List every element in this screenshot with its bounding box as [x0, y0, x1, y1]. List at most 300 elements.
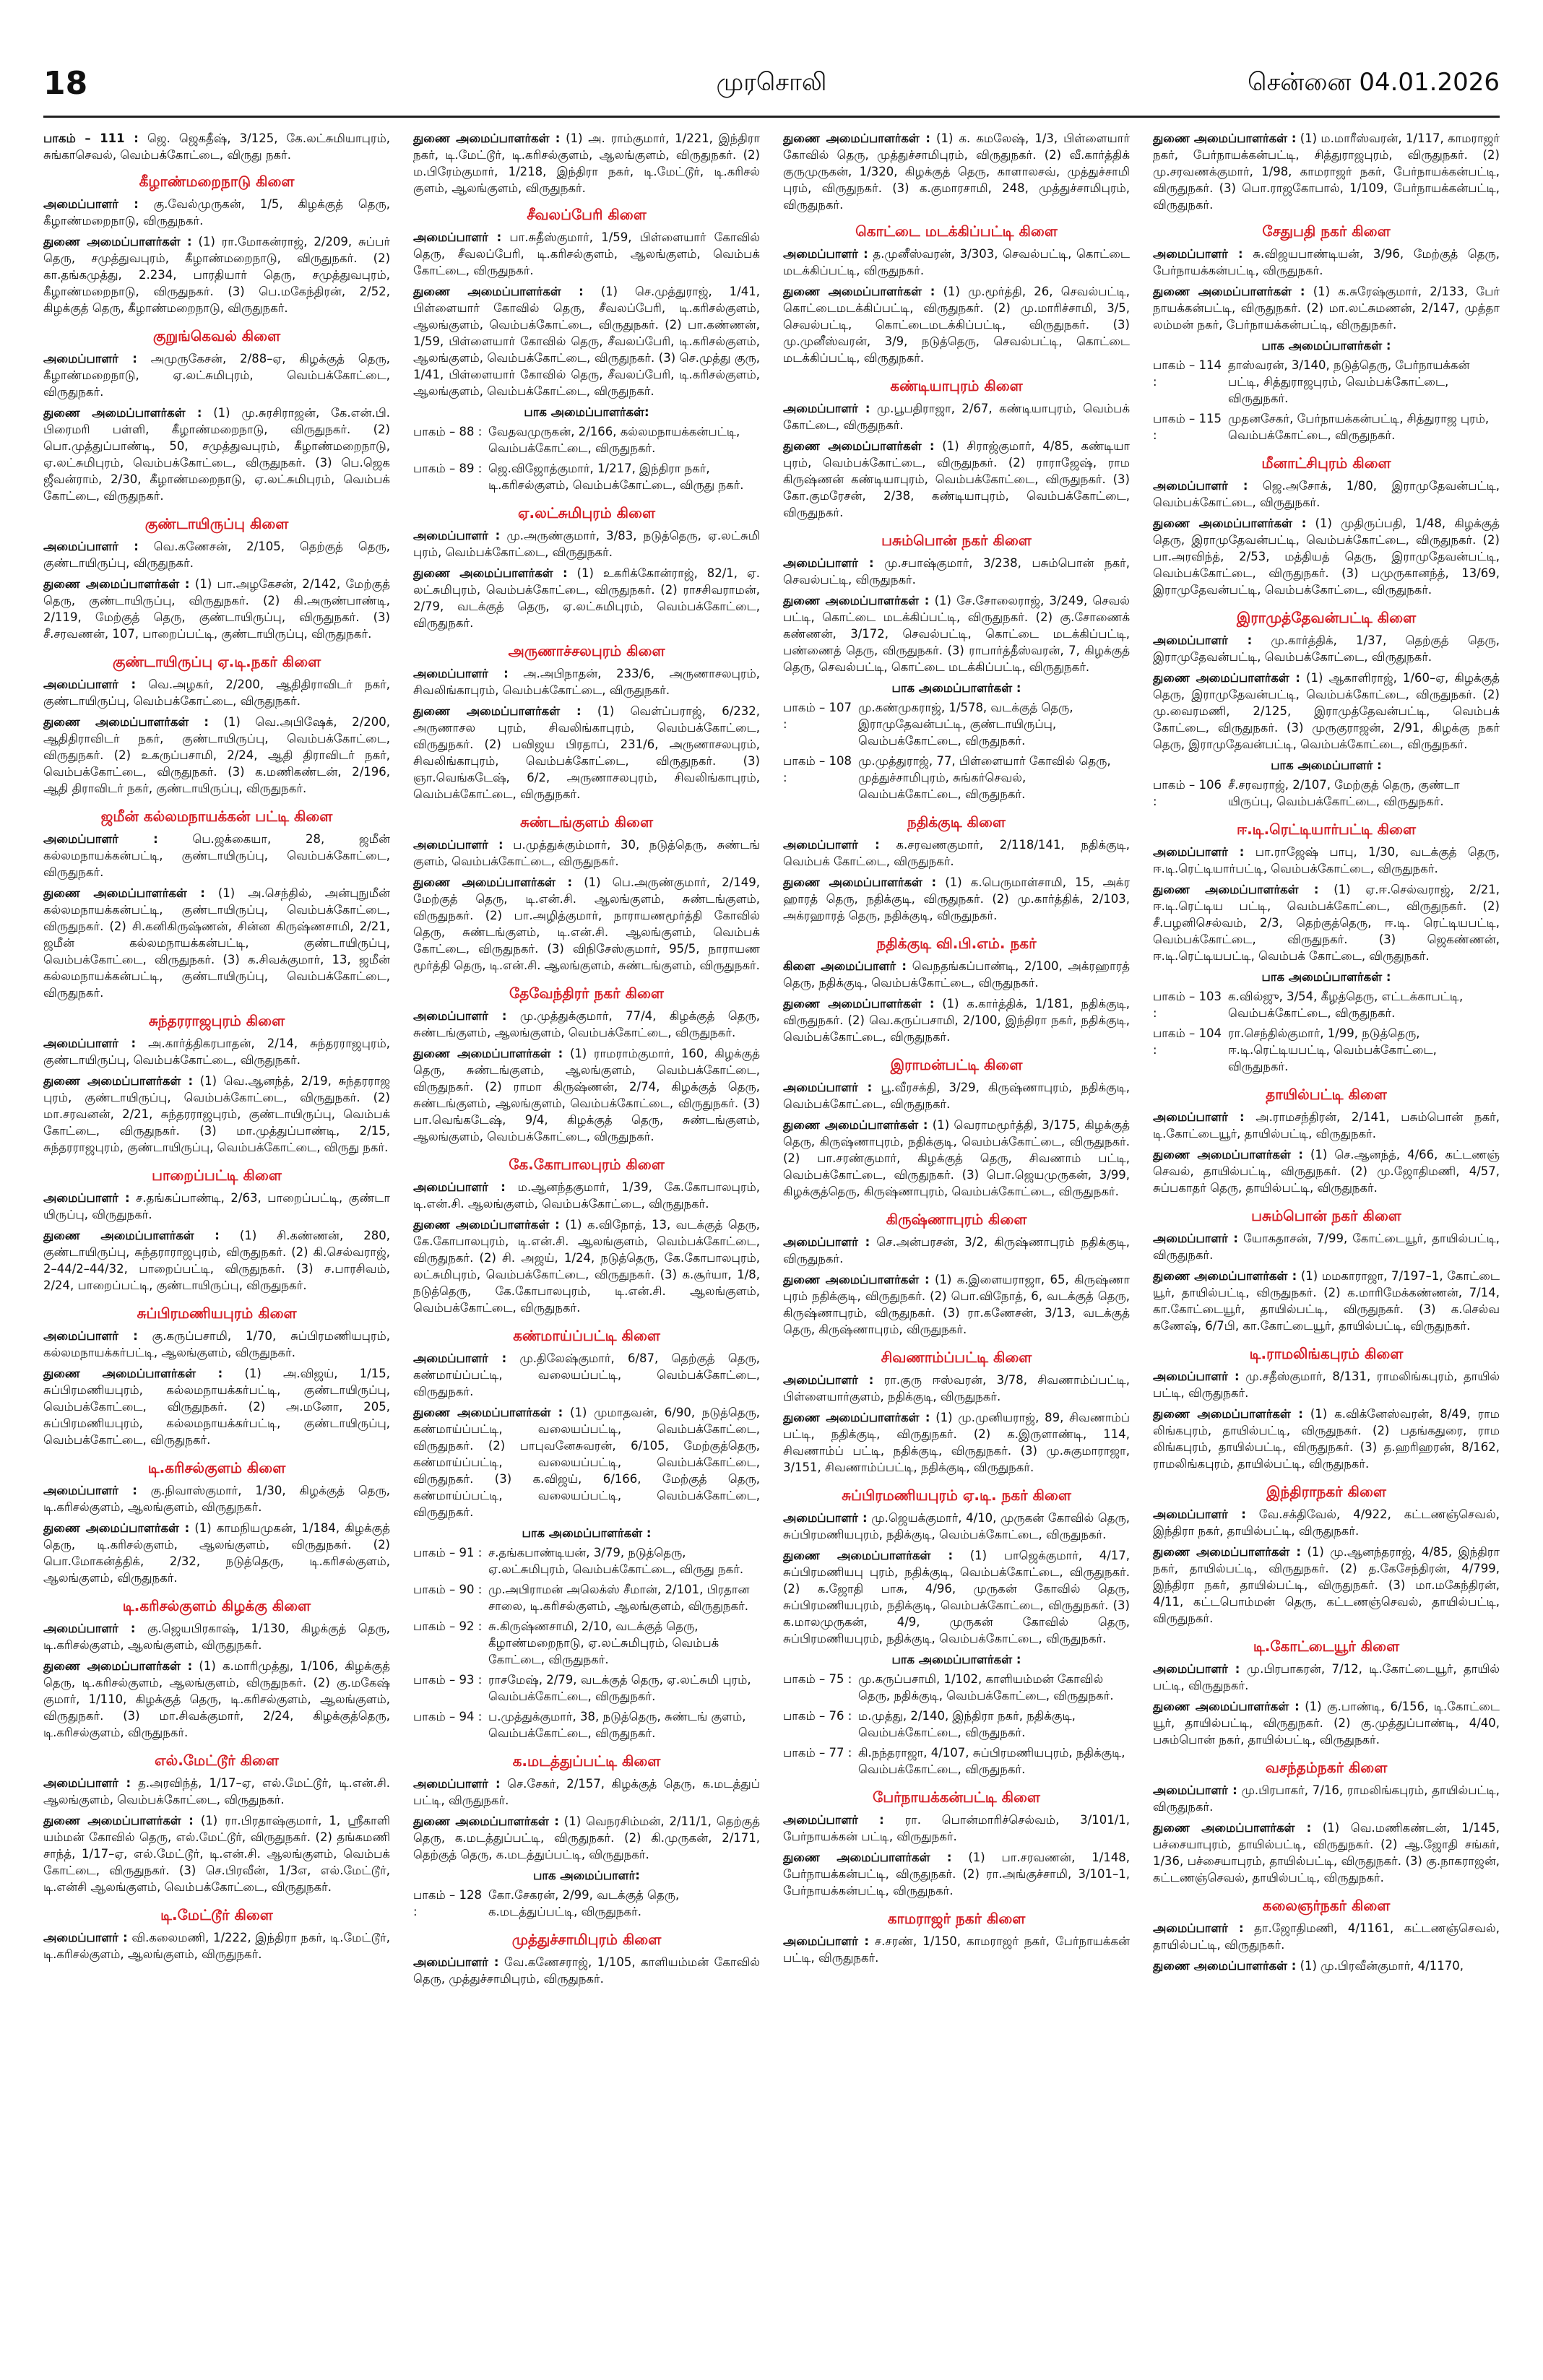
role-text: (1) க.பெருமாள்சாமி, 15, அக்ர ஹாரத் தெரு, நதிக்குடி, விருதுநகர். (2) மு.கார்த்திக், 2/103, அக்ரஹாரத் தெரு, நதிக்குடி, விருதுநகர்.	[783, 875, 1130, 922]
ward-label: பாகம் – 103 :	[1153, 990, 1222, 1020]
role-label: துணை அமைப்பாளர்கள் :	[413, 1814, 559, 1828]
role-text: (1) பாஜெக்குமார், 4/17, சுப்பிரமணியபு புரம், நதிக்குடி, வெம்பக்கோட்டை, விருதுநகர். (2) க.ஜோதி பாசு, 4/96, முருகன் கோவில் தெரு, சுப்பிரமணியபுரம், நதிக்குடி, வெம்பக்கோட்டை, விருதுநகர். (3) க.மாலமுருகன், 4/9, முருகன் கோவில் தெரு, சுப்பிரமணியபுரம், நதிக்குடி, வெம்பக்கோட்டை, விருதுநகர்.	[783, 1549, 1130, 1645]
ward-entry	[783, 1744, 1130, 1778]
branch-title: க.மடத்துப்பட்டி கிளை	[512, 1752, 661, 1770]
role-entry	[1153, 1661, 1500, 1694]
branch-title: கலைஞர்நகர் கிளை	[1262, 1897, 1391, 1914]
branch-title: இந்திராநகர் கிளை	[1266, 1483, 1386, 1500]
ward-entry	[1153, 776, 1500, 810]
role-text: யோகதாசன், 7/99, கோட்டையூர், தாயில்பட்டி, விருதுநகர்.	[1153, 1232, 1500, 1262]
branch-title: இராமன்பட்டி கிளை	[890, 1056, 1023, 1073]
branch-section	[1153, 1346, 1500, 1472]
role-entry	[783, 555, 1130, 588]
role-entry	[783, 592, 1130, 675]
branch-title: கிருஷ்ணாபுரம் கிளை	[886, 1211, 1027, 1228]
role-label: துணை அமைப்பாளர்கள் :	[1153, 1700, 1300, 1713]
column-2	[413, 130, 760, 2340]
role-entry	[413, 527, 760, 561]
branch-section	[413, 1753, 760, 1920]
role-text: வெ.அழகர், 2/200, ஆதிதிராவிடர் நகர், குண்டாயிருப்பு, வெம்பக்கோட்டை, விருதுநகர்.	[43, 678, 390, 708]
ward-text: மு.அபிராமன் அலெக்ஸ் சீமான், 2/101, பிரதான சாலை, டி.கரிசல்குளம், ஆலங்குளம், விருதுநகர்.	[488, 1583, 750, 1613]
role-label: அமைப்பாளர் :	[43, 352, 137, 365]
role-entry	[1153, 477, 1500, 511]
role-text: கு.நிவாஸ்குமார், 1/30, கிழக்குத் தெரு, டி.கரிசல்குளம், ஆலங்குளம், விருதுநகர்.	[43, 1484, 390, 1514]
branch-section	[413, 643, 760, 802]
role-entry	[783, 995, 1130, 1045]
ward-entry	[1153, 410, 1500, 443]
branch-title: கண்மாய்ப்பட்டி கிளை	[513, 1327, 660, 1344]
role-label: துணை அமைப்பாளர்கள் :	[1153, 1959, 1297, 1973]
branch-title: சீவலப்பேரி கிளை	[527, 206, 647, 223]
role-text: (1) மு.மூர்த்தி, 26, செவல்பட்டி, கொட்டைமடக்கிப்பட்டி, விருதுநகர். (2) மு.மாரிச்சாமி, 3/5, செவல்பட்டி, கொட்டைமடக்கிப்பட்டி, விருதுநகர். (3) மு.முனீஸ்வரன், 3/9, நடுத்தெரு, செவல்பட்டி, கொட்டை மடக்கிப்பட்டி, விருதுநகர்.	[783, 285, 1130, 365]
role-label: துணை அமைப்பாளர்கள் :	[783, 1851, 952, 1864]
role-entry	[43, 885, 390, 1001]
role-label: அமைப்பாளர் :	[783, 1235, 870, 1249]
role-entry	[783, 1510, 1130, 1543]
role-entry	[783, 1547, 1130, 1647]
role-label: அமைப்பாளர் :	[1153, 845, 1245, 859]
ward-organisers-title: பாக அமைப்பாளர் :	[1271, 758, 1382, 772]
branch-title: சிவணாம்ப்பட்டி கிளை	[881, 1349, 1032, 1366]
ward-entry	[413, 1544, 760, 1578]
role-text: (1) க.விநோத், 13, வடக்குத் தெரு, கே.கோபாலபுரம், டி.என்.சி. ஆலங்குளம், வெம்பக்கோட்டை, விருதுநகர். (2) சி. அஜய், 1/24, நடுத்தெரு, கே.கோபாலபுரம், லட்சுமிபுரம், வெம்பக்கோட்டை, விருதுநகர். (3) க.சூர்யா, 1/8, நடுத்தெரு, கே.கோபாலபுரம், டி.என்.சி. ஆலங்குளம், வெம்பக்கோட்டை, விருதுநகர்.	[413, 1218, 760, 1315]
role-label: துணை அமைப்பாளர்கள் :	[413, 1218, 560, 1232]
ward-label: பாகம் – 115 :	[1153, 412, 1222, 442]
branch-section	[783, 1211, 1130, 1338]
role-label: அமைப்பாளர் :	[43, 832, 158, 846]
role-entry	[1153, 1819, 1500, 1886]
role-text: தா.ஜோதிமணி, 4/1161, கட்டணஞ்செவல், தாயில்பட்டி, விருதுநகர்.	[1153, 1921, 1500, 1952]
role-text: வி.கலைமணி, 1/222, இந்திரா நகர், டி.மேட்டூர், டி.கரிசல்குளம், ஆலங்குளம், விருதுநகர்.	[43, 1931, 390, 1961]
role-label: துணை அமைப்பாளர்கள் :	[1153, 1821, 1312, 1835]
role-entry	[413, 1008, 760, 1041]
ward-text: கோ.சேகரன், 2/99, வடக்குத் தெரு, க.மடத்துப்பட்டி, விருதுநகர்.	[488, 1888, 680, 1918]
role-label: துணை அமைப்பாளர்கள் :	[1153, 285, 1305, 298]
role-entry	[1153, 283, 1500, 333]
role-text: (1) அ.செந்தில், அன்புநுமீன் கல்லமநாயக்கன்பட்டி, குண்டாயிருப்பு, வெம்பக்கோட்டை, விருதுநகர். (2) சி.கனிகிருஷ்ணன், சின்ன கிருஷ்ணசாமி, 2/21, ஜமீன் கல்லமநாயக்கன்பட்டி, குண்டாயிருப்பு, வெம்பக்கோட்டை, விருதுநகர். (3) க.சிவக்குமார், 13, ஜமீன் கல்லமநாயக்கன்பட்டி, குண்டாயிருப்பு, வெம்பக்கோட்டை, விருதுநகர்.	[43, 886, 390, 1000]
role-label: அமைப்பாளர் :	[413, 838, 503, 852]
role-label: அமைப்பாளர் :	[43, 197, 139, 211]
ward-text: வேதவமுருகன், 2/166, கல்லமநாயக்கன்பட்டி, வெம்பக்கோட்டை, விருதுநகர்.	[488, 425, 740, 455]
branch-section	[783, 935, 1130, 1045]
role-text: ப.முத்துக்கும்மார், 30, நடுத்தெரு, சுண்டங் குளம், வெம்பக்கோட்டை, விருதுநகர்.	[413, 838, 760, 868]
role-label: அமைப்பாளர் :	[783, 1511, 868, 1525]
branch-section	[413, 207, 760, 493]
branch-title: பசும்பொன் நகர் கிளை	[1251, 1207, 1401, 1224]
branch-title: நதிக்குடி கிளை	[907, 813, 1006, 831]
role-label: துணை அமைப்பாளர்கள் :	[783, 875, 937, 889]
role-label: துணை அமைப்பாளர்கள் :	[43, 1659, 193, 1673]
role-entry	[43, 1073, 390, 1156]
role-text: (1) க.விக்னேஸ்வரன், 8/49, ராம லிங்கபுரம், தாயில்பட்டி, விருதுநகர். (2) பதங்கதுரை, ராம லிங்கபுரம், தாயில்பட்டி, விருதுநகர். (3) த.ஹரிஹரன், 8/162, ராமலிங்கபுரம், தாயில்பட்டி, விருதுநகர்.	[1153, 1407, 1500, 1471]
role-text: மு.கார்த்திக், 1/37, தெற்குத் தெரு, இராமுதேவன்பட்டி, வெம்பக்கோட்டை, விருதுநகர்.	[1153, 633, 1500, 664]
role-text: வே.கணேசராஜ், 1/105, காளியம்மன் கோவில் தெரு, முத்துச்சாமிபுரம், விருதுநகர்.	[413, 1955, 760, 1986]
role-entry	[783, 1372, 1130, 1405]
role-label: அமைப்பாளர் :	[413, 1955, 499, 1969]
branch-section	[1153, 1208, 1500, 1334]
branch-title: ஈ.டி.ரெட்டியார்பட்டி கிளை	[1236, 821, 1417, 838]
branch-title: ஏ.லட்சுமிபுரம் கிளை	[517, 504, 656, 522]
role-entry	[783, 1812, 1130, 1845]
role-text: மு.சதீஸ்குமார், 8/131, ராமலிங்கபுரம், தாயில் பட்டி, விருதுநகர்.	[1153, 1369, 1500, 1400]
role-entry	[413, 565, 760, 631]
role-label: துணை அமைப்பாளர்கள் :	[1153, 1545, 1301, 1559]
role-text: (1) வெ.ஆனந்த், 2/19, சுந்தரராஜ புரம், குண்டாயிருப்பு, வெம்பக்கோட்டை, விருதுநகர். (2) மா.சரவனன், 2/21, சுந்தரராஜபுரம், குண்டாயிருப்பு, வெம்பக் கோட்டை, விருதுநகர். (3) மா.முத்துப்பாண்டி, 2/15, சுந்தரராஜபுரம், குண்டாயிருப்பு, வெம்பக்கோட்டை, விருது நகர்.	[43, 1074, 390, 1154]
role-label: அமைப்பாளர் :	[1153, 1110, 1245, 1124]
role-text: (1) செ.ஆனந்த், 4/66, கட்டணஞ் செவல், தாயில்பட்டி, விருதுநகர். (2) மு.ஜோதிமணி, 4/57, சுப்பகாதர் தெரு, தாயில்பட்டி, விருதுநகர்.	[1153, 1148, 1500, 1195]
role-label: அமைப்பாளர் :	[413, 1009, 507, 1023]
role-label: அமைப்பாளர் :	[783, 1934, 869, 1948]
branch-title: வசந்தம்நகர் கிளை	[1265, 1759, 1388, 1776]
role-text: (1) சிராஜ்குமார், 4/85, கண்டியா புரம், வெம்பக்கோட்டை, விருதுநகர். (2) ராராஜேஷ், ராம கிருஷ்ணன் கண்டியாபுரம், வெம்பக்கோட்டை, விருதுநகர். (3) கோ.குமரேசன், 2/38, கண்டியாபுரம், வெம்பக்கோட்டை, விருதுநகர்.	[783, 439, 1130, 519]
role-text: ரா. பொன்மாரிச்செல்வம், 3/101/1, பேர்நாயக்கன் பட்டி, விருதுநகர்.	[783, 1813, 1130, 1843]
role-label: அமைப்பாளர் :	[43, 1931, 128, 1944]
branch-section	[43, 1460, 390, 1586]
role-label: அமைப்பாளர் :	[413, 1180, 506, 1194]
role-entry	[1153, 1698, 1500, 1748]
role-text: (1) க.கார்த்திக், 1/181, நதிக்குடி, விருதுநகர். (2) வெ.கருப்பசாமி, 2/100, இந்திரா நகர், நதிக்குடி, வெம்பக்கோட்டை, விருதுநகர்.	[783, 997, 1130, 1044]
role-text: செ.அன்பரசன், 3/2, கிருஷ்ணாபுரம் நதிக்குடி, விருதுநகர்.	[783, 1235, 1130, 1265]
role-text: (1) க.சுரேஷ்குமார், 2/133, பேர் நாயக்கன்பட்டி, விருதுநகர். (2) மா.லட்சுமணன், 2/147, முத்தா லம்மன் நகர், பேர்நாயக்கன்பட்டி, விருதுநகர்.	[1153, 285, 1500, 332]
branch-section	[43, 1167, 390, 1294]
ward-text: க.வில்ஜு, 3/54, கீழத்தெரு, எட்டக்காபட்டி, வெம்பக்கோட்டை, விருதுநகர்.	[1228, 990, 1464, 1020]
branch-title: பாறைப்பட்டி கிளை	[152, 1167, 282, 1184]
ward-label: பாகம் – 75 :	[783, 1672, 852, 1686]
role-label: அமைப்பாளர் :	[43, 1776, 131, 1790]
role-text: (1) க. கமலேஷ், 1/3, பிள்ளையார் கோவில் தெரு, முத்துச்சாமிபுரம், விருதுநகர். (2) வீ.கார்த்திக் குருமுருகன், 1/320, கிழக்குத் தெரு, காளாலசவ், முத்துச்சாமி புரம், விருதுநகர். (3) க.குமாரசாமி, 248, முத்துச்சாமிபுரம், விருதுநகர்.	[783, 131, 1130, 212]
role-text: (1) கு.பாண்டி, 6/156, டி.கோட்டை யூர், தாயில்பட்டி, விருதுநகர். (2) கு.முத்துப்பாண்டி, 4/40, பசும்பொன் நகர், தாயில்பட்டி, விருதுநகர்.	[1153, 1700, 1500, 1747]
ward-entry	[413, 1581, 760, 1614]
role-label: துணை அமைப்பாளர்கள் :	[43, 886, 205, 900]
role-text: (1) க.மாரிமுத்து, 1/106, கிழக்குத் தெரு, டி.கரிசல்குளம், ஆலங்குளம், விருதுநகர். (2) கு.மகேஷ் குமார், 1/110, கிழக்குத் தெரு, டி.கரிசல்குளம், ஆலங்குளம், விருதுநகர். (3) மா.சிவக்குமார், 2/24, கிழக்குத்தெரு, டி.கரிசல்குளம், விருதுநகர்.	[43, 1659, 390, 1739]
branch-section	[413, 1328, 760, 1741]
ward-text: முதனசேகர், பேர்நாயக்கன்பட்டி, சித்துராஜ புரம், வெம்பக்கோட்டை, விருதுநகர்.	[1228, 412, 1490, 442]
role-text: (1) வெ.மணிகண்டன், 1/145, பச்சையாபுரம், தாயில்பட்டி, விருதுநகர். (2) ஆ.ஜோதி சங்கர், 1/36, பச்சையாபுரம், தாயில்பட்டி, விருதுநகர். (3) கு.நாகராஜன், கட்டணஞ்செவல், தாயில்பட்டி, விருதுநகர்.	[1153, 1821, 1500, 1884]
role-text: அமுருகேசன், 2/88–ஏ, கிழக்குத் தெரு, கீழாண்மறைநாடு, ஏ.லட்சுமிபுரம், வெம்பக்கோட்டை, விருதுநகர்.	[43, 352, 390, 399]
ward-label: பாகம் – 92 :	[413, 1619, 483, 1633]
role-label: துணை அமைப்பாளர்கள் :	[1153, 883, 1319, 896]
role-entry	[43, 1812, 390, 1895]
role-entry	[1153, 1920, 1500, 1953]
role-label: துணை அமைப்பாளர்கள் :	[43, 1521, 190, 1535]
role-entry	[1153, 515, 1500, 598]
role-label: துணை அமைப்பாளர்கள் :	[43, 1814, 194, 1827]
edition-date: சென்னை 04.01.2026	[1248, 68, 1500, 97]
header-rule	[43, 116, 1500, 118]
role-text: (1) ஏ.ஈ.செல்வராஜ், 2/21, ஈ.டி.ரெட்டிய பட்டி, வெம்பக்கோட்டை, விருதுநகர். (2) சீ.பழனிசெல்வம், 2/3, தெற்குத்தெரு, ஈ.டி. ரெட்டியபட்டி, வெம்பக்கோட்டை, விருதுநகர். (3) ஜெகண்ணன், ஈ.டி.ரெட்டியபட்டி, வெம்பக் கோட்டை, விருதுநகர்.	[1153, 883, 1500, 963]
role-entry	[1153, 881, 1500, 964]
role-text: (1) மு.முனியராஜ், 89, சிவணாம்ப் பட்டி, நதிக்குடி, விருதுநகர். (2) க.இருளாண்டி, 114, சிவணாம்ப் பட்டி, நதிக்குடி, விருதுநகர். (3) மு.சுகுமாராஜா, 3/151, சிவணாம்ப்பட்டி, நதிக்குடி, விருதுநகர்.	[783, 1411, 1130, 1474]
role-text: மு.அருண்குமார், 3/83, நடுத்தெரு, ஏ.லட்சுமி புரம், வெம்பக்கோட்டை, விருதுநகர்.	[413, 529, 760, 559]
ward-entry	[1153, 357, 1500, 407]
role-entry	[413, 1954, 760, 1987]
role-entry	[1153, 1146, 1500, 1196]
role-label: அமைப்பாளர் :	[1153, 1783, 1237, 1797]
role-text: பூ.வீரசக்தி, 3/29, கிருஷ்ணாபுரம், நதிக்குடி, வெம்பக்கோட்டை, விருதுநகர்.	[783, 1081, 1130, 1111]
branch-section	[43, 173, 390, 316]
role-entry	[43, 233, 390, 316]
article-columns	[43, 130, 1500, 2340]
role-entry	[43, 538, 390, 571]
branch-section	[1153, 455, 1500, 598]
role-entry	[783, 1933, 1130, 1966]
branch-section	[1153, 610, 1500, 810]
ward-organisers-title: பாக அமைப்பாளர்கள் :	[891, 681, 1021, 695]
role-entry	[413, 703, 760, 802]
role-text: மு.பிரபாகர், 7/16, ராமலிங்கபுரம், தாயில்பட்டி, விருதுநகர்.	[1153, 1783, 1500, 1814]
branch-title: இராமுத்தேவன்பட்டி கிளை	[1236, 609, 1417, 626]
role-entry	[783, 400, 1130, 433]
branch-section	[43, 1305, 390, 1448]
role-text: ச.சரண், 1/150, காமராஜர் நகர், பேர்நாயக்கன் பட்டி, விருதுநகர்.	[783, 1934, 1130, 1965]
branch-section	[1153, 1638, 1500, 1748]
ward-label: பாகம் – 107 :	[783, 701, 852, 731]
ward-organisers-title: பாக அமைப்பாளர்கள்:	[524, 405, 649, 419]
role-label: துணை அமைப்பாளர்கள் :	[783, 131, 930, 145]
role-text: (1) மமகாராஜா, 7/197–1, கோட்டை யூர், தாயில்பட்டி, விருதுநகர். (2) க.மாரிமேக்கண்ணன், 7/14, கா.கோட்டையூர், தாயில்பட்டி, விருதுநகர். (3) க.செல்வ கணேஷ், 6/7பி, கா.கோட்டையூர், தாயில்பட்டி, விருதுநகர்.	[1153, 1269, 1500, 1333]
role-text: (1) பா.சரவணன், 1/148, பேர்நாயக்கன்பட்டி, விருதுநகர். (2) ரா.அங்குச்சாமி, 3/101–1, பேர்நாயக்கன்பட்டி, விருதுநகர்.	[783, 1851, 1130, 1897]
ward-organisers-title: பாக அமைப்பாளர்கள் :	[1261, 339, 1391, 352]
role-label: அமைப்பாளர் :	[413, 529, 501, 542]
role-label: அமைப்பாளர் :	[783, 556, 874, 570]
role-entry	[413, 665, 760, 698]
role-entry	[1153, 1544, 1500, 1627]
branch-section	[1153, 1086, 1500, 1196]
role-text: மு.பூபதிராஜா, 2/67, கண்டியாபுரம், வெம்பக் கோட்டை, விருதுநகர்.	[783, 402, 1130, 432]
role-entry	[413, 229, 760, 279]
role-label: அமைப்பாளர் :	[1153, 1921, 1244, 1935]
role-label: அமைப்பாளர் :	[1153, 1232, 1239, 1245]
role-label: துணை அமைப்பாளர்கள் :	[1153, 516, 1307, 530]
branch-section	[783, 532, 1130, 802]
role-label: துணை அமைப்பாளர்கள் :	[783, 1411, 930, 1424]
role-text: செ.சேகர், 2/157, கிழக்குத் தெரு, க.மடத்துப் பட்டி, விருதுநகர்.	[413, 1777, 760, 1807]
role-entry	[43, 1520, 390, 1586]
ward-text: ரா.செந்தில்குமார், 1/99, நடுத்தெரு, ஈ.டி.ரெட்டியபட்டி, வெம்பக்கோட்டை, விருதுநகர்.	[1228, 1026, 1437, 1073]
role-label: துணை அமைப்பாளர்கள் :	[413, 566, 568, 580]
role-entry	[43, 714, 390, 797]
role-label: துணை அமைப்பாளர்கள் :	[413, 1047, 563, 1060]
branch-section	[413, 1931, 760, 1987]
role-label: துணை அமைப்பாளர்கள் :	[1153, 1407, 1303, 1421]
role-entry	[413, 1775, 760, 1809]
ward-organisers-title: பாக அமைப்பாளர்கள் :	[1261, 970, 1391, 984]
role-text: அ.ராமசந்திரன், 2/141, பசும்பொன் நகர், டி.கோட்டையூர், தாயில்பட்டி, விருதுநகர்.	[1153, 1110, 1500, 1141]
branch-title: பேர்நாயக்கன்பட்டி கிளை	[873, 1788, 1040, 1806]
role-entry	[43, 1365, 390, 1448]
role-text: (1) சி.கண்ணன், 280, குண்டாயிருப்பு, சுந்தராராஜபுரம், விருதுநகர். (2) கி.செல்வராஜ், 2–44/2–44/32, பாறைப்பட்டி, விருதுநகர். (3) ச.பாரசிவம், 2/24, பாறைப்பட்டி, குண்டாயிருப்பு, விருதுநகர்.	[43, 1229, 390, 1292]
role-entry	[783, 836, 1130, 870]
ward-entry	[783, 1671, 1130, 1704]
role-label: துணை அமைப்பாளர்கள் :	[43, 1367, 223, 1380]
ward-entry	[413, 460, 760, 493]
branch-title: கே.கோபாலபுரம் கிளை	[509, 1156, 665, 1173]
role-label: அமைப்பாளர் :	[783, 1813, 884, 1827]
role-text: (1) வெ.அபிஷேக், 2/200, ஆதிதிராவிடர் நகர், குண்டாயிருப்பு, வெம்பக்கோட்டை, விருதுநகர். (2) உகருப்பசாமி, 2/24, ஆதி திராவிடர் நகர், வெம்பக்கோட்டை, விருதுநகர். (3) க.மணிகண்டன், 2/196, ஆதி திராவிடர் நகர், குண்டாயிருப்பு, விருதுநகர்.	[43, 715, 390, 795]
role-entry	[1153, 1268, 1500, 1334]
role-entry	[43, 1775, 390, 1808]
role-label: துணை அமைப்பாளர்கள் :	[1153, 1269, 1297, 1283]
ward-text: மு.கண்முகராஜ், 1/578, வடக்குத் தெரு, இராமுதேவன்பட்டி, குண்டாயிருப்பு, வெம்பக்கோட்டை, விருதுநகர்.	[858, 701, 1073, 748]
continued-entry	[783, 130, 1130, 213]
branch-section	[783, 1057, 1130, 1200]
column-1	[43, 130, 390, 2340]
role-label: அமைப்பாளர் :	[1153, 247, 1243, 261]
role-label: அமைப்பாளர் :	[413, 230, 502, 244]
branch-title: எல்.மேட்டூர் கிளை	[155, 1752, 279, 1769]
role-text: (1) உகரிக்கோன்ராஜ், 82/1, ஏ. லட்சுமிபுரம், வெம்பக்கோட்டை, விருதுநகர். (2) ராசசிவராமன், 2/79, வடக்குத் தெரு, ஏ.லட்சுமிபுரம், வெம்பக்கோட்டை, விருதுநகர்.	[413, 566, 760, 630]
role-text: ரா.குரு ஈஸ்வரன், 3/78, சிவணாம்ப்பட்டி, பிள்ளையார்குளம், நதிக்குடி, விருதுநகர்.	[783, 1373, 1130, 1403]
role-text: (1) பா.அழகேசன், 2/142, மேற்குத் தெரு, குண்டாயிருப்பு, விருதுநகர். (2) கி.அருண்பாண்டி, 2/119, மேற்குத் தெரு, குண்டாயிருப்பு, விருதுநகர். (3) சீ.சரவணன், 107, பாறைப்பட்டி, குண்டாயிருப்பு, விருதுநகர்.	[43, 577, 390, 641]
ward-text: ஜெ.விஜோத்குமார், 1/217, இந்திரா நகர், டி.கரிசல்குளம், வெம்பக்கோட்டை, விருது நகர்.	[488, 462, 744, 492]
ward-organisers-title: பாக அமைப்பாளர்கள் :	[891, 1653, 1021, 1666]
role-text: பெ.ஜக்கையா, 28, ஜமீன் கல்லமநாயக்கன்பட்டி, குண்டாயிருப்பு, வெம்பக்கோட்டை, விருதுநகர்.	[43, 832, 390, 879]
role-entry	[43, 1190, 390, 1223]
role-text: மு.சபாஷ்குமார், 3/238, பசும்பொன் நகர், செவல்பட்டி, விருதுநகர்.	[783, 556, 1130, 587]
branch-title: கீழாண்மறைநாடு கிளை	[139, 173, 295, 190]
role-entry	[783, 1849, 1130, 1899]
branch-title: குண்டாயிருப்பு ஏ.டி.நகர் கிளை	[112, 653, 321, 670]
continued-entry	[413, 130, 760, 196]
branch-section	[413, 1156, 760, 1316]
ward-text: மு.முத்துராஜ், 77, பிள்ளையார் கோவில் தெரு, முத்துச்சாமிபுரம், சுங்கர்செவல், வெம்பக்கோட்டை, விருதுநகர்.	[858, 754, 1111, 801]
role-entry	[783, 1234, 1130, 1267]
role-label: அமைப்பாளர் :	[413, 667, 509, 680]
role-entry	[43, 1328, 390, 1361]
role-entry	[783, 1409, 1130, 1476]
role-entry	[413, 874, 760, 974]
branch-title: தாயில்பட்டி கிளை	[1266, 1086, 1387, 1103]
ward-organisers-title: பாக அமைப்பாளர்கள் :	[522, 1526, 652, 1540]
ward-text: சு.கிருஷ்ணசாமி, 2/10, வடக்குத் தெரு, கீழாண்மறைநாடு, ஏ.லட்சுமிபுரம், வெம்பக் கோட்டை, விருதுநகர்.	[488, 1619, 719, 1666]
branch-section	[413, 985, 760, 1145]
role-label: துணை அமைப்பாளர்கள் :	[1153, 131, 1297, 145]
branch-title: கண்டியாபுரம் கிளை	[890, 377, 1023, 394]
branch-section	[783, 1349, 1130, 1476]
branch-title: ஜமீன் கல்லமநாயக்கன் பட்டி கிளை	[100, 808, 333, 825]
role-text: (1) காமநியமுகன், 1/184, கிழக்குத் தெரு, டி.கரிசல்குளம், ஆலங்குளம், விருதுநகர். (2) பொ.மோகன்த்திக், 2/32, நடுத்தெரு, டி.கரிசல்குளம், ஆலங்குளம், விருதுநகர்.	[43, 1521, 390, 1585]
ward-text: ச.தங்கபாண்டியன், 3/79, நடுத்தெரு, ஏ.லட்சுமிபுரம், வெம்பக்கோட்டை, விருது நகர்.	[488, 1546, 744, 1576]
ward-label: பாகம் – 77 :	[783, 1746, 852, 1760]
role-label: அமைப்பாளர் :	[43, 678, 137, 691]
role-text: (1) க.இளையராஜா, 65, கிருஷ்ணா புரம் நதிக்குடி, விருதுநகர். (2) பொ.விநோத், 6, வடக்குத் தெரு, கிருஷ்ணாபுரம், விருதுநகர். (3) ரா.கணேசன், 3/13, வடக்குத் தெரு, கிருஷ்ணாபுரம், விருதுநகர்.	[783, 1273, 1130, 1336]
ward-text: ப.முத்துக்குமார், 38, நடுத்தெரு, சுண்டங் குளம், வெம்பக்கோட்டை, விருதுநகர்.	[488, 1710, 746, 1740]
role-text: (1) முதிருப்பதி, 1/48, கிழக்குத் தெரு, இராமுதேவன்பட்டி, வெம்பக்கோட்டை, விருதுநகர். (2) பா.அரவிந்த், 2/53, மத்தியத் தெரு, இராமுதேவன்பட்டி, வெம்பக்கோட்டை, விருதுநகர். (3) பமுருகானந்த், 13/69, இராமுதேவன்பட்டி, வெம்பக்கோட்டை, விருதுநகர்.	[1153, 516, 1500, 597]
role-entry	[783, 1079, 1130, 1112]
role-entry	[1153, 1782, 1500, 1815]
ward-label: பாகம் – 76 :	[783, 1709, 852, 1723]
branch-section	[783, 223, 1130, 366]
role-entry	[1153, 632, 1500, 665]
ward-text: சீ.சரவராஜ், 2/107, மேற்குத் தெரு, குண்டா யிருப்பு, வெம்பக்கோட்டை, விருதுநகர்.	[1228, 778, 1460, 808]
ward-label: பாகம் – 104 :	[1153, 1026, 1222, 1057]
branch-title: டி.கோட்டையூர் கிளை	[1253, 1637, 1400, 1655]
role-text: (1) முமாதவன், 6/90, நடுத்தெரு, கண்மாய்ப்பட்டி, வலையப்பட்டி, வெம்பக்கோட்டை, விருதுநகர். (2) பாபுவனேசுவரன், 6/105, மேற்குத்தெரு, கண்மாய்ப்பட்டி, வலையப்பட்டி, வெம்பக்கோட்டை, விருதுநகர். (3) க.விஜய், 6/166, மேற்குத் தெரு, கண்மாய்ப்பட்டி, வலையப்பட்டி, வெம்பக்கோட்டை, விருதுநகர்.	[413, 1406, 760, 1519]
role-text: மு.பிரபாகரன், 7/12, டி.கோட்டையூர், தாயில் பட்டி, விருதுநகர்.	[1153, 1662, 1500, 1692]
role-label: அமைப்பாளர் :	[1153, 633, 1253, 647]
role-label: துணை அமைப்பாளர்கள் :	[43, 406, 202, 420]
role-label: அமைப்பாளர் :	[783, 838, 880, 852]
role-label: துணை அமைப்பாளர்கள் :	[413, 704, 582, 718]
role-text: க.சரவணகுமார், 2/118/141, நதிக்குடி, வெம்பக் கோட்டை, விருதுநகர்.	[783, 838, 1130, 868]
role-entry	[1153, 1957, 1500, 1974]
role-label: துணை அமைப்பாளர்கள் :	[783, 285, 935, 298]
branch-title: குண்டாயிருப்பு கிளை	[144, 515, 289, 532]
role-label: துணை அமைப்பாளர்கள் :	[43, 715, 209, 729]
role-label: அமைப்பாளர் :	[43, 1484, 137, 1497]
paper-name: முரசொலி	[716, 68, 827, 97]
branch-title: சுண்டங்குளம் கிளை	[519, 813, 654, 831]
role-label: அமைப்பாளர் :	[1153, 1662, 1240, 1676]
role-text: அ.அபிநாதன், 233/6, அருணாசலபுரம், சிவலிங்காபுரம், வெம்பக்கோட்டை, விருதுநகர்.	[413, 667, 760, 697]
role-entry	[1153, 670, 1500, 753]
ward-entry	[783, 753, 1130, 802]
role-entry	[1153, 844, 1500, 877]
role-text: மு.திலேஷ்குமார், 6/87, தெற்குத் தெரு, கண்மாய்ப்பட்டி, வலையப்பட்டி, வெம்பக்கோட்டை, விருதுநகர்.	[413, 1351, 760, 1398]
branch-section	[43, 516, 390, 642]
role-label: துணை அமைப்பாளர்கள் :	[43, 235, 192, 248]
role-entry	[1153, 1506, 1500, 1539]
role-label: அமைப்பாளர் :	[43, 1191, 130, 1205]
role-text: த.அரவிந்த், 1/17–ஏ, எல்.மேட்டூர், டி.என்.சி. ஆலங்குளம், வெம்பக்கோட்டை, விருதுநகர்.	[43, 1776, 390, 1806]
role-text: த.முனீஸ்வரன், 3/303, செவல்பட்டி, கொட்டை மடக்கிப்பட்டி, விருதுநகர்.	[783, 247, 1130, 277]
role-label: அமைப்பாளர் :	[413, 1777, 501, 1791]
branch-title: சுப்பிரமணியபுரம் ஏ.டி. நகர் கிளை	[842, 1487, 1071, 1504]
role-text: பா.சுதீஸ்குமார், 1/59, பிள்ளையார் கோவில் தெரு, சீவலப்பேரி, டி.கரிசல்குளம், ஆலங்குளம், வெம்பக் கோட்டை, விருதுநகர்.	[413, 230, 760, 277]
role-entry	[413, 1813, 760, 1863]
role-text: (1) ஆகாளிராஜ், 1/60–ஏ, கிழக்குத் தெரு, இராமுதேவன்பட்டி, வெம்பக்கோட்டை, விருதுநகர். (2) மு.வைரமணி, 2/125, இராமுத்தேவன்பட்டி, வெம்பக் கோட்டை, விருதுநகர். (3) முருகுராஜன், 2/91, கிழக்கு நகர் தெரு, இராமுதேவன்பட்டி, வெம்பக்கோட்டை, விருதுநகர்.	[1153, 671, 1500, 751]
role-entry	[43, 676, 390, 709]
role-text: (1) ம.மாரீஸ்வரன், 1/117, காமராஜர் நகர், பேர்நாயக்கன்பட்டி, சித்துராஜபுரம், விருதுநகர். (2) மு.சரவணக்குமார், 1/98, காமராஜர் நகர், பேர்நாயக்கன்பட்டி, விருதுநகர். (3) பொ.ராஜகோபால், 1/109, பேர்நாயக்கன்பட்டி, விருதுநகர்.	[1153, 131, 1500, 212]
ward-text: மு.கருப்பசாமி, 1/102, காளியம்மன் கோவில் தெரு, நதிக்குடி, வெம்பக்கோட்டை, விருதுநகர்.	[858, 1672, 1114, 1702]
role-text: கு.வேல்முருகன், 1/5, கிழக்குத் தெரு, கீழாண்மறைநாடு, விருதுநகர்.	[43, 197, 390, 228]
role-entry	[43, 1620, 390, 1653]
continued-entry	[43, 130, 390, 163]
role-text: சு.விஜயபாண்டியன், 3/96, மேற்குத் தெரு, பேர்நாயக்கன்பட்டி, விருதுநகர்.	[1153, 247, 1500, 277]
role-label: அமைப்பாளர் :	[43, 540, 139, 553]
branch-section	[413, 814, 760, 974]
role-entry	[783, 438, 1130, 521]
branch-section	[1153, 1484, 1500, 1627]
role-entry	[43, 1482, 390, 1515]
ward-label: பாகம் – 94 :	[413, 1710, 483, 1723]
branch-title: நதிக்குடி வி.பி.எம். நகர்	[876, 935, 1037, 952]
role-text: (1) மு.ஆனந்தராஜ், 4/85, இந்திரா நகர், தாயில்பட்டி, விருதுநகர். (2) த.கேசேந்திரன், 4/799, இந்திரா நகர், தாயில்பட்டி, விருதுநகர். (3) மா.மகேந்திரன், 4/11, கட்டபொம்மன் தெரு, கட்டணஞ்செவல், தாயில்பட்டி, விருதுநகர்.	[1153, 1545, 1500, 1625]
ward-entry	[413, 1671, 760, 1705]
ward-label: பாகம் – 89 :	[413, 462, 483, 475]
ward-entry	[413, 1618, 760, 1668]
branch-title: பசும்பொன் நகர் கிளை	[881, 532, 1032, 549]
ward-organisers-title: பாக அமைப்பாளர்:	[533, 1869, 640, 1882]
branch-section	[43, 808, 390, 1001]
branch-section	[1153, 821, 1500, 1075]
branch-title: அருணாச்சலபுரம் கிளை	[508, 642, 665, 659]
role-text: (1) மு.பிரவீன்குமார், 4/1170,	[1300, 1959, 1464, 1973]
role-entry	[43, 196, 390, 229]
role-label: அமைப்பாளர் :	[783, 1373, 874, 1387]
role-entry	[413, 1179, 760, 1212]
role-text: (1) ரா.மோகன்ராஜ், 2/209, சுப்பர் தெரு, சமுத்துவபுரம், கீழாண்மறைநாடு, விருதுநகர். (2) கா.தங்கமுத்து, 2.234, பாரதியார் தெரு, சமுத்துவபுரம், கீழாண்மறைநாடு, விருதுநகர். (3) பெ.மகேந்திரன், 2/52, கிழக்குத் தெரு, கீழாண்மறைநாடு, விருதுநகர்.	[43, 235, 390, 315]
role-entry	[43, 576, 390, 642]
role-label: அமைப்பாளர் :	[43, 1329, 138, 1343]
role-text: (1) வெராமமூர்த்தி, 3/175, கிழக்குத் தெரு, கிருஷ்ணாபுரம், நதிக்குடி, வெம்பக்கோட்டை, விருதுநகர். (2) பா.சரண்குமார், கிழக்குத் தெரு, சிவணாம் பட்டி, வெம்பக்கோட்டை, விருதுநகர். (3) பொ.ஜெயமுருகன், 3/99, கிழக்குத்தெரு, கிருஷ்ணாபுரம், வெம்பக்கோட்டை, விருதுநகர்.	[783, 1118, 1130, 1198]
branch-section	[1153, 223, 1500, 443]
role-entry	[783, 958, 1130, 991]
role-entry	[413, 283, 760, 399]
role-label: துணை அமைப்பாளர்கள் :	[413, 1406, 563, 1419]
ward-text: கி.நந்தராஜா, 4/107, சுப்பிரமணியபுரம், நதிக்குடி, வெம்பக்கோட்டை, விருதுநகர்.	[858, 1746, 1125, 1776]
role-label: அமைப்பாளர் :	[1153, 1507, 1246, 1521]
